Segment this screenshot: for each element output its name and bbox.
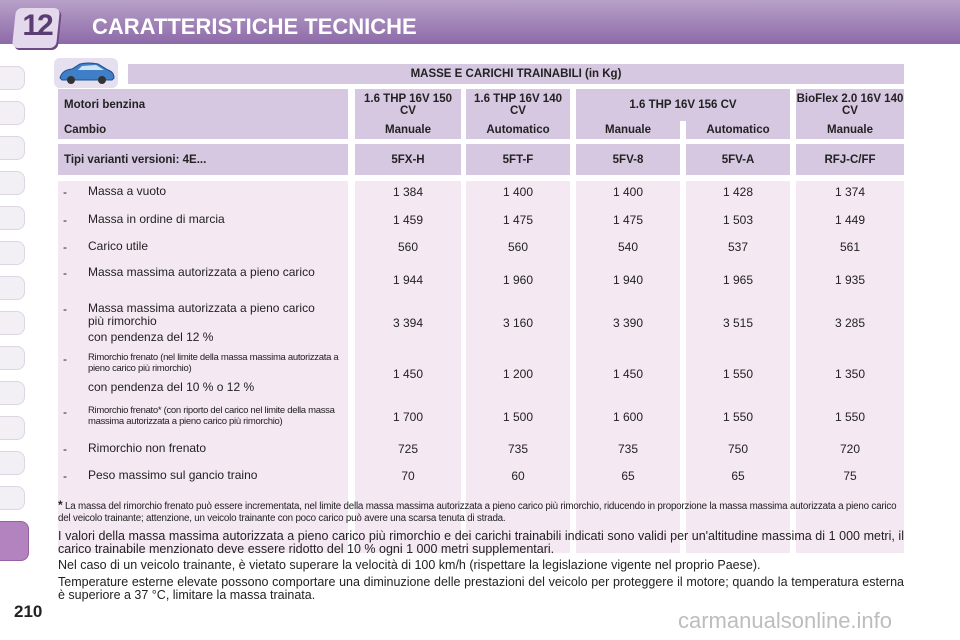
variant-cell: RFJ-C/FF xyxy=(796,144,904,175)
row-value: 1 400 xyxy=(612,185,644,199)
watermark: carmanualsonline.info xyxy=(678,608,893,633)
car-icon xyxy=(54,58,118,88)
row-dash: - xyxy=(63,213,67,227)
row-label: Massa massima autorizzata a pieno carico più rimorchio xyxy=(88,301,315,328)
row-dash: - xyxy=(63,266,67,280)
row-value: 1 384 xyxy=(392,185,424,199)
row-label: Carico utile xyxy=(88,239,149,253)
chapter-number: 12 xyxy=(22,9,52,42)
row-value: 3 390 xyxy=(612,316,644,330)
row-value: 1 960 xyxy=(502,273,534,287)
row-value: 75 xyxy=(843,469,857,483)
table-title: MASSE E CARICHI TRAINABILI (in Kg) xyxy=(128,64,904,84)
footnote xyxy=(58,499,904,525)
row-value: 1 400 xyxy=(502,185,534,199)
row-label: Rimorchio frenato (nel limite della massa massima autorizzata a pieno carico più rimorchio) xyxy=(88,352,339,374)
row-value: 3 515 xyxy=(722,316,754,330)
row-value: 1 374 xyxy=(834,185,866,199)
row-value: 1 200 xyxy=(502,367,534,381)
row-sublabel: con pendenza del 10 % o 12 % xyxy=(88,380,255,394)
row-value: 1 459 xyxy=(392,213,424,227)
chapter-tab[interactable] xyxy=(0,486,25,510)
row-value: 1 965 xyxy=(722,273,754,287)
variant-cell: 5FX-H xyxy=(355,144,461,175)
variant-cell: 5FV-A xyxy=(686,144,790,175)
chapter-tabs xyxy=(0,66,28,572)
chapter-tab[interactable] xyxy=(0,451,25,475)
chapter-tab[interactable] xyxy=(0,416,25,440)
chapter-tab[interactable] xyxy=(0,241,25,265)
row-label: Rimorchio frenato* (con riporto del carico nel limite della massa massima autorizzata a pieno carico più rimorchio) xyxy=(88,405,335,427)
gearbox-cell: Manuale xyxy=(796,121,904,139)
row-value: 1 450 xyxy=(392,367,424,381)
row-dash: - xyxy=(63,185,67,199)
footnote-text: La massa del rimorchio frenato può essere incrementata, nel limite della massa massima autorizzata a pieno carico più rimorchio, riducendo in proporzione la massa massima autorizzata a pieno carico del veicolo trainante; attenzione, un veicolo trainante con poco carico può avere una scarsa tenuta di strada. xyxy=(58,501,897,524)
paragraph-speed: Nel caso di un veicolo trainante, è vietato superare la velocità di 100 km/h (rispettare la legislazione vigente nel proprio Paese). xyxy=(58,558,761,572)
row-value: 1 475 xyxy=(612,213,644,227)
row-value: 60 xyxy=(511,469,525,483)
variant-cell: 5FT-F xyxy=(466,144,570,175)
row-value: 3 160 xyxy=(502,316,534,330)
row-value: 560 xyxy=(397,240,419,254)
row-dash: - xyxy=(63,442,67,456)
row-value: 540 xyxy=(617,240,639,254)
paragraph-altitude: I valori della massa massima autorizzata a pieno carico più rimorchio e dei carichi trainabili indicati sono validi per un'altitudine massima di 1 000 metri, il carico trainabile menzionato deve essere ridotto del 10 % ogni 1 000 metri supplementari. xyxy=(58,529,904,556)
row-value: 1 475 xyxy=(502,213,534,227)
chapter-tab[interactable] xyxy=(0,276,25,300)
row-value: 561 xyxy=(839,240,861,254)
row-label: Massa massima autorizzata a pieno carico xyxy=(88,265,315,279)
row-value: 1 449 xyxy=(834,213,866,227)
row-value: 560 xyxy=(507,240,529,254)
row-dash: - xyxy=(63,352,67,366)
row-dash: - xyxy=(63,405,67,419)
row-value: 3 285 xyxy=(834,316,866,330)
gearbox-header-row xyxy=(58,121,904,139)
row-value: 1 500 xyxy=(502,410,534,424)
chapter-tab[interactable] xyxy=(0,101,25,125)
row-value: 1 935 xyxy=(834,273,866,287)
gearbox-cell: Manuale xyxy=(576,121,680,139)
row-label: Massa a vuoto xyxy=(88,184,167,198)
variant-cell: 5FV-8 xyxy=(576,144,680,175)
variant-header-row xyxy=(58,144,904,175)
row-value: 1 600 xyxy=(612,410,644,424)
chapter-tab-active[interactable] xyxy=(0,521,29,561)
engine-label: Motori benzina xyxy=(58,89,348,121)
row-value: 1 450 xyxy=(612,367,644,381)
chapter-tab[interactable] xyxy=(0,136,25,160)
row-value: 1 700 xyxy=(392,410,424,424)
engine-cell: BioFlex 2.0 16V 140 CV xyxy=(796,89,904,121)
row-value: 1 428 xyxy=(722,185,754,199)
row-value: 3 394 xyxy=(392,316,424,330)
engine-cell: 1.6 THP 16V 150 CV xyxy=(355,89,461,121)
chapter-tab[interactable] xyxy=(0,171,25,195)
row-sublabel: con pendenza del 12 % xyxy=(88,330,214,344)
row-dash: - xyxy=(63,469,67,483)
gearbox-label: Cambio xyxy=(58,121,348,139)
engine-cell: 1.6 THP 16V 140 CV xyxy=(466,89,570,121)
row-value: 735 xyxy=(507,442,529,456)
row-value: 725 xyxy=(397,442,419,456)
row-label: Massa in ordine di marcia xyxy=(88,212,225,226)
row-value: 1 550 xyxy=(722,410,754,424)
row-label: Peso massimo sul gancio traino xyxy=(88,468,258,482)
chapter-tab[interactable] xyxy=(0,206,25,230)
gearbox-cell: Automatico xyxy=(686,121,790,139)
chapter-tab[interactable] xyxy=(0,311,25,335)
row-value: 720 xyxy=(839,442,861,456)
chapter-tab[interactable] xyxy=(0,66,25,90)
row-value: 70 xyxy=(401,469,415,483)
row-value: 1 550 xyxy=(834,410,866,424)
page-title: CARATTERISTICHE TECNICHE xyxy=(92,14,417,39)
footnote-mark: * xyxy=(58,498,63,512)
row-value: 1 940 xyxy=(612,273,644,287)
row-value: 65 xyxy=(621,469,635,483)
variant-label: Tipi varianti versioni: 4E... xyxy=(58,144,348,175)
paragraph-temperature: Temperature esterne elevate possono comportare una diminuzione delle prestazioni del veicolo per proteggere il motore; quando la temperatura esterna è superiore a 37 °C, limitare la massa trainata. xyxy=(58,575,904,602)
row-value: 537 xyxy=(727,240,749,254)
row-value: 1 503 xyxy=(722,213,754,227)
gearbox-cell: Automatico xyxy=(466,121,570,139)
row-dash: - xyxy=(63,302,67,316)
engine-header-row xyxy=(58,89,904,121)
page-number: 210 xyxy=(14,602,43,621)
row-value: 65 xyxy=(731,469,745,483)
chapter-tab[interactable] xyxy=(0,381,25,405)
row-value: 1 944 xyxy=(392,273,424,287)
row-value: 1 350 xyxy=(834,367,866,381)
engine-cell: 1.6 THP 16V 156 CV xyxy=(576,89,790,121)
row-value: 735 xyxy=(617,442,639,456)
row-label: Rimorchio non frenato xyxy=(88,441,207,455)
gearbox-cell: Manuale xyxy=(355,121,461,139)
row-dash: - xyxy=(63,240,67,254)
row-value: 1 550 xyxy=(722,367,754,381)
chapter-tab[interactable] xyxy=(0,346,25,370)
row-value: 750 xyxy=(727,442,749,456)
